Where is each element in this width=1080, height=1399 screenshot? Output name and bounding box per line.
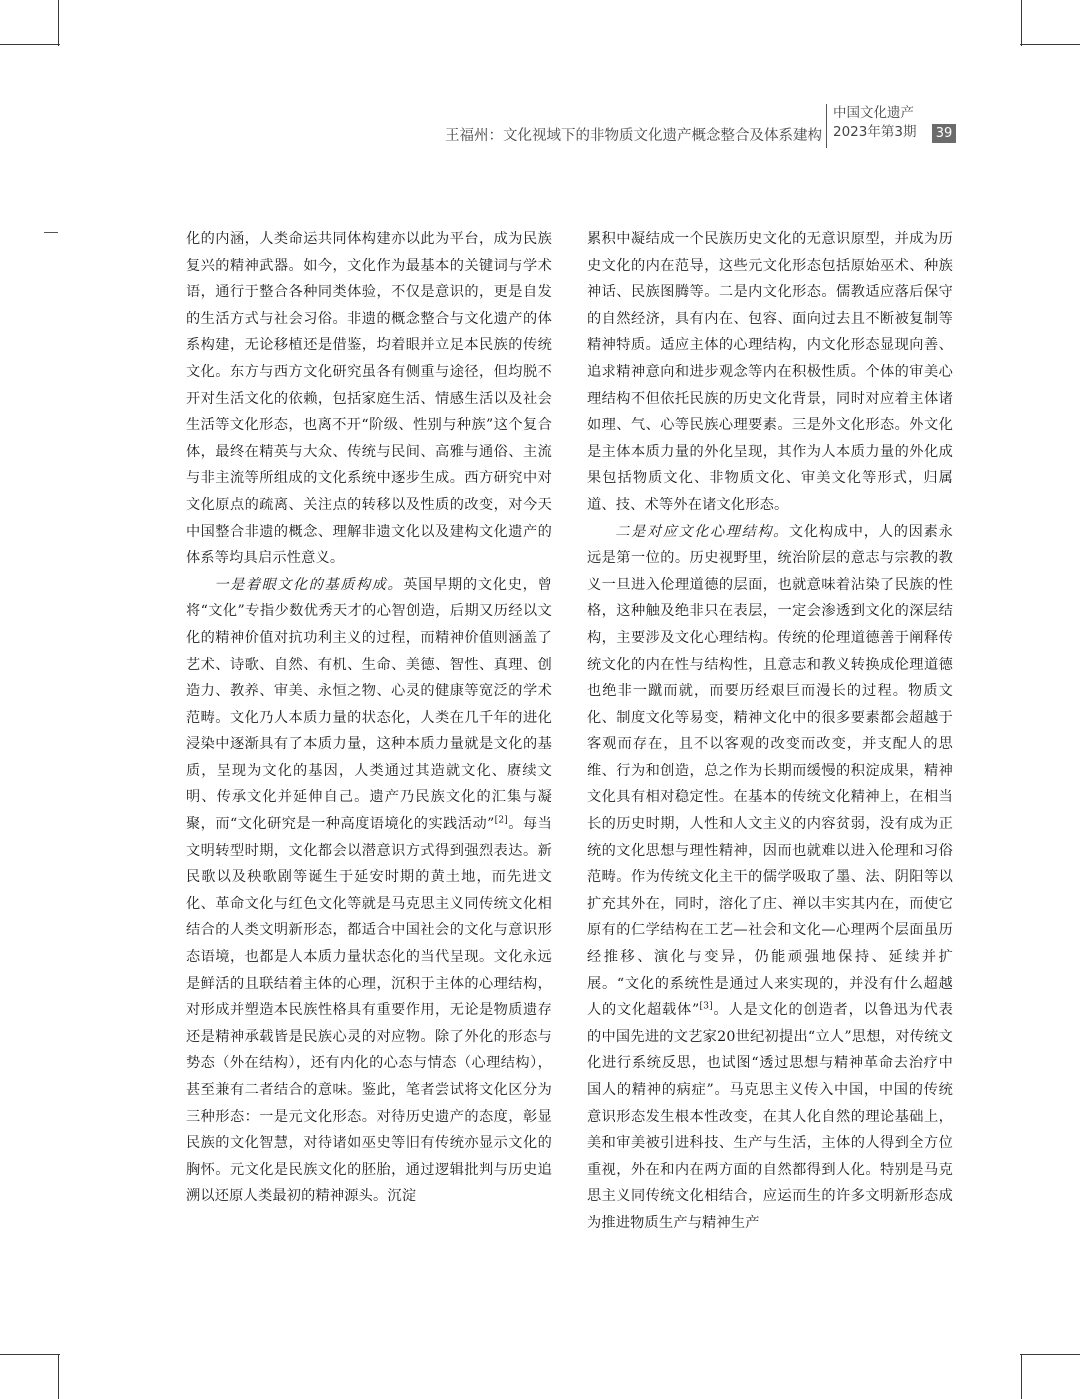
page-number: 39	[932, 124, 956, 143]
section-lead: 二是对应文化心理结构。	[615, 523, 789, 540]
journal-issue: 2023年第3期	[833, 124, 917, 140]
crop-mark	[1021, 0, 1022, 46]
crop-mark	[1021, 1354, 1022, 1399]
margin-mark	[44, 232, 58, 233]
paragraph-text: 。每当文明转型时期，文化都会以潜意识方式得到强烈表达。新民歌以及秧歌剧等诞生于延安时期的黄土地，而先进文化、革命文化与红色文化等就是马克思主义同传统文化相结合的人类文明新形态，都适合中国社会的文化与意识形态语境，也都是人本质力量状态化的当代呈现。文化永远是鲜活的且联结着主体的心理，沉积于主体的心理结构，对形成并塑造本民族性格具有重要作用，无论是物质遗存还是精神承载皆是民族心灵的对应物。除了外化的形态与势态（外在结构），还有内化的心态与情态（心理结构），甚至兼有二者结合的意味。鉴此，笔者尝试将文化区分为三种形态：一是元文化形态。对待历史遗产的态度，彰显民族的文化智慧，对待诸如巫史等旧有传统亦显示文化的胸怀。元文化是民族文化的胚胎，通过逻辑批判与历史追溯以还原人类最初的精神源头。沉淀	[186, 816, 552, 1205]
citation: [2]	[494, 815, 508, 826]
crop-mark	[58, 1354, 59, 1399]
right-column	[587, 226, 953, 1237]
paragraph	[186, 572, 552, 1210]
paragraph: 累积中凝结成一个民族历史文化的无意识原型，并成为历史文化的内在范导，这些元文化形态包括原始巫术、种族神话、民族图腾等。二是内文化形态。儒教适应落后保守的自然经济，具有内在、包容、面向过去且不断被复制等精神特质。适应主体的心理结构，内文化形态显现向善、追求精神意向和进步观念等内在积极性质。个体的审美心理结构不但依托民族的历史文化背景，同时对应着主体诸如理、气、心等民族心理要素。三是外文化形态。外文化是主体本质力量的外化呈现，其作为人本质力量的外化成果包括物质文化、非物质文化、审美文化等形式，归属道、技、术等外在诸文化形态。	[587, 231, 953, 513]
crop-mark	[0, 44, 60, 45]
citation: [3]	[699, 1001, 713, 1012]
left-column	[186, 226, 552, 1210]
crop-mark	[58, 0, 59, 46]
running-title: 王福州：文化视域下的非物质文化遗产概念整合及体系建构	[445, 128, 822, 144]
crop-mark	[0, 1354, 60, 1355]
page-header	[0, 104, 1080, 154]
paragraph-text: 英国早期的文化史，曾将“文化”专指少数优秀天才的心智创造，后期又历经以文化的精神价值对抗功利主义的过程，而精神价值则涵盖了艺术、诗歌、自然、有机、生命、美德、智性、真理、创造力、教养、审美、永恒之物、心灵的健康等宽泛的学术范畴。文化乃人本质力量的状态化，人类在几千年的进化浸染中逐渐具有了本质力量，这种本质力量就是文化的基质，呈现为文化的基因，人类通过其造就文化、赓续文明、传承文化并延伸自己。遗产乃民族文化的汇集与凝聚，而“文化研究是一种高度语境化的实践活动”	[186, 576, 552, 833]
crop-mark	[1020, 1354, 1080, 1355]
paragraph-text: 文化构成中，人的因素永远是第一位的。历史视野里，统治阶层的意志与宗教的教义一旦进入伦理道德的层面，也就意味着沾染了民族的性格，这种触及绝非只在表层，一定会渗透到文化的深层结构，主要涉及文化心理结构。传统的伦理道德善于阐释传统文化的内在性与结构性，且意志和教义转换成伦理道德也绝非一蹴而就，而要历经艰巨而漫长的过程。物质文化、制度文化等易变，精神文化中的很多要素都会超越于客观而存在，且不以客观的改变而改变，并支配人的思维、行为和创造，总之作为长期而缓慢的积淀成果，精神文化具有相对稳定性。在基本的传统文化精神上，在相当长的历史时期，人性和人文主义的内容贫弱，没有成为正统的文化思想与理性精神，因而也就难以进入伦理和习俗范畴。作为传统文化主干的儒学吸取了墨、法、阴阳等以扩充其外在，同时，溶化了庄、禅以丰实其内在，而使它原有的仁学结构在工艺—社会和文化—心理两个层面虽历经推移、演化与变异，仍能顽强地保持、延续并扩展。“文化的系统性是通过人来实现的，并没有什么超越人的文化超载体”	[587, 523, 953, 1019]
paragraph-text: 。人是文化的创造者，以鲁迅为代表的中国先进的文艺家20世纪初提出“立人”思想，对传统文化进行系统反思，也试图“透过思想与精神革命去治疗中国人的精神的病症”。马克思主义传入中国，中国的传统意识形态发生根本性改变，在其人化自然的理论基础上，美和审美被引进科技、生产与生活，主体的人得到全方位重视，外在和内在两方面的自然都得到人化。特别是马克思主义同传统文化相结合，应运而生的许多文明新形态成为推进物质生产与精神生产	[587, 1002, 954, 1231]
paragraph	[587, 519, 953, 1237]
journal-name: 中国文化遗产	[833, 105, 914, 121]
crop-mark	[1020, 44, 1080, 45]
journal-info	[826, 104, 916, 148]
section-lead: 一是着眼文化的基质构成。	[214, 576, 404, 593]
paragraph: 化的内涵，人类命运共同体构建亦以此为平台，成为民族复兴的精神武器。如今，文化作为最基本的关键词与学术语，通行于整合各种同类体验，不仅是意识的，更是自发的生活方式与社会习俗。非遗的概念整合与文化遗产的体系构建，无论移植还是借鉴，均着眼并立足本民族的传统文化。东方与西方文化研究虽各有侧重与途径，但均脱不开对生活文化的依赖，包括家庭生活、情感生活以及社会生活等文化形态，也离不开“阶级、性别与种族”这个复合体，最终在精英与大众、传统与民间、高雅与通俗、主流与非主流等所组成的文化系统中逐步生成。西方研究中对文化原点的疏离、关注点的转移以及性质的改变，对今天中国整合非遗的概念、理解非遗文化以及建构文化遗产的体系等均具启示性意义。	[186, 231, 552, 567]
